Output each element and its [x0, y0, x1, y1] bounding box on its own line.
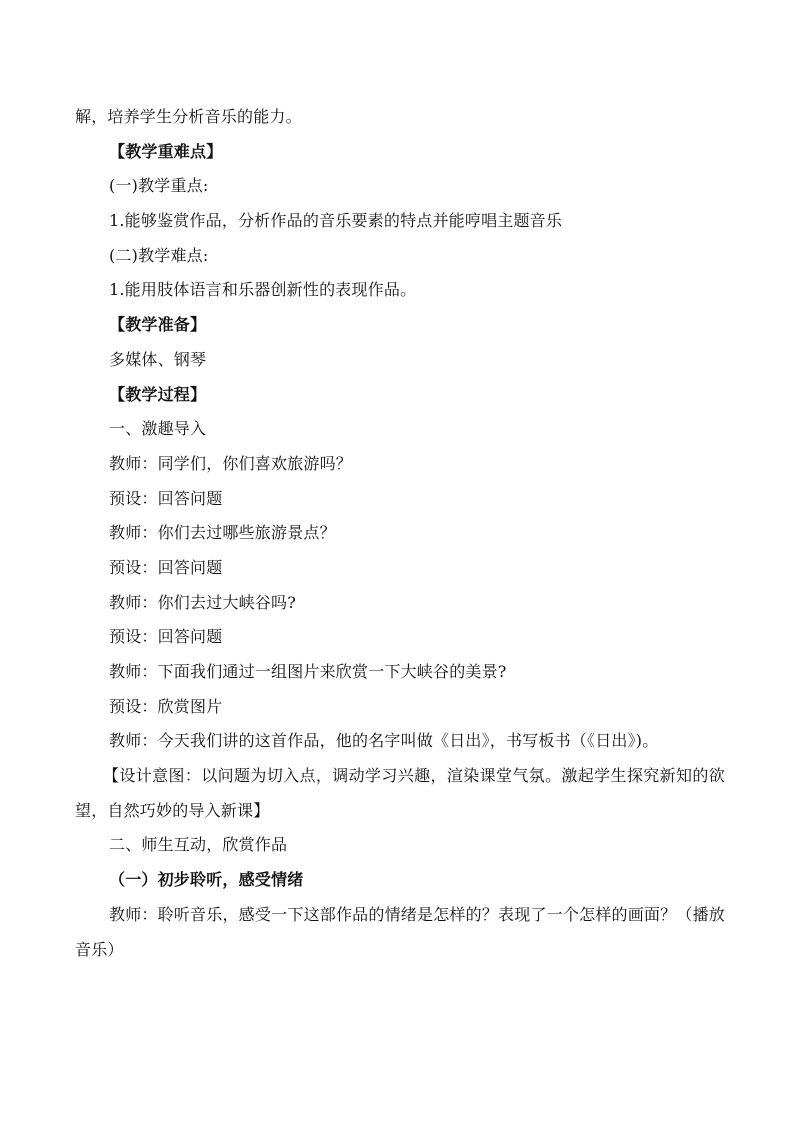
- section-intro: 一、激趣导入: [109, 419, 207, 439]
- design-intent-paragraph: 【设计意图：以问题为切入点，调动学习兴趣，渲染课堂气氛。激起学生探究新知的欲望，自然巧妙的导入新课】: [75, 766, 725, 820]
- heading-teaching-process: 【教学过程】: [109, 384, 207, 404]
- dialogue-line: 预设：回答问题: [109, 557, 223, 577]
- dialogue-paragraph: 教师：聆听音乐，感受一下这部作品的情绪是怎样的？表现了一个怎样的画面？（播放音乐）: [75, 904, 725, 959]
- section-interaction: 二、师生互动，欣赏作品: [109, 835, 288, 855]
- paragraph-continuation: 解，培养学生分析音乐的能力。: [75, 107, 302, 126]
- subheading-key-points: (一)教学重点:: [109, 176, 209, 196]
- difficult-point-item: 1.能用肢体语言和乐器创新性的表现作品。: [109, 280, 417, 300]
- preparation-text: 多媒体、钢琴: [109, 349, 207, 369]
- dialogue-line: 预设：回答问题: [109, 488, 223, 508]
- document-body: [75, 100, 725, 967]
- dialogue-line: 预设：回答问题: [109, 627, 223, 647]
- dialogue-line: 教师：你们去过哪些旅游景点？: [109, 523, 336, 543]
- key-point-item: 1.能够鉴赏作品，分析作品的音乐要素的特点并能哼唱主题音乐: [109, 211, 563, 231]
- subheading-difficult-points: (二)教学难点:: [109, 245, 209, 265]
- heading-key-difficult-points: 【教学重难点】: [109, 141, 223, 161]
- dialogue-line: 教师：你们去过大峡谷吗?: [109, 592, 296, 612]
- dialogue-line: 教师：下面我们通过一组图片来欣赏一下大峡谷的美景?: [109, 662, 507, 681]
- heading-preparation: 【教学准备】: [109, 315, 207, 335]
- dialogue-line: 教师：同学们，你们喜欢旅游吗？: [109, 453, 353, 473]
- dialogue-line: 预设：欣赏图片: [109, 696, 223, 716]
- subsection-first-listen: （一）初步聆听，感受情绪: [109, 870, 304, 890]
- dialogue-paragraph: 教师：今天我们讲的这首作品，他的名字叫做《日出》，书写板书（《日出》)。: [109, 731, 659, 751]
